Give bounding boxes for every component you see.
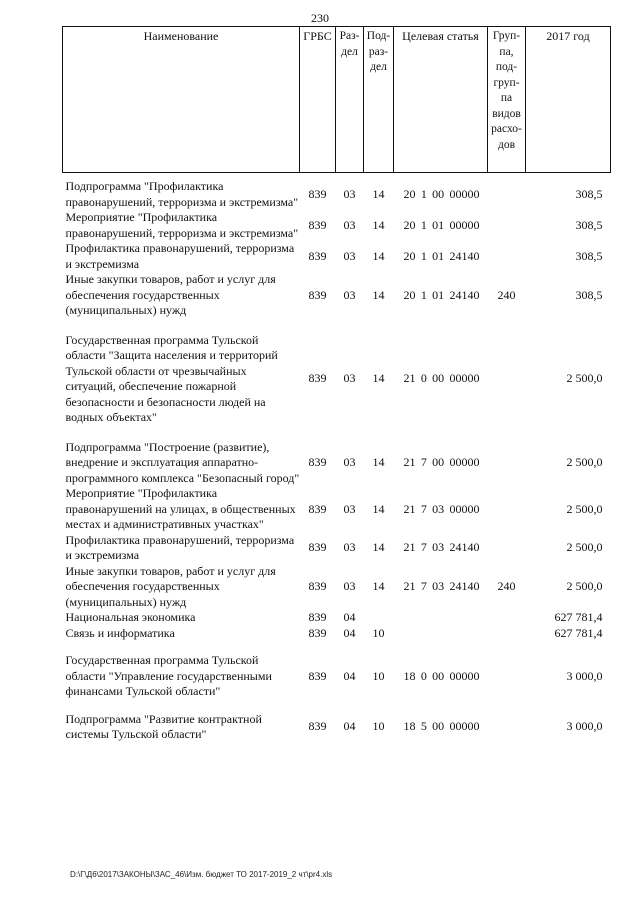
target-code-part: 00000 [449,719,480,734]
row-podrazdel: 14 [372,501,385,516]
target-code-parts [394,187,488,203]
row-podrazdel: 14 [372,287,385,302]
row-expense-group [488,486,526,533]
header-podrazdel [364,27,394,173]
target-code-part: 21 [403,501,416,516]
target-code-parts [394,455,488,471]
row-grbs: 839 [308,625,327,640]
row-spacer [63,641,611,653]
row-grbs: 839 [308,719,327,734]
row-expense-group [488,533,526,564]
target-code-part: 00 [432,719,445,734]
row-name: Иные закупки товаров, работ и услуг для обеспечения государственных (муниципальных) нужд [65,272,276,317]
row-name: Подпрограмма "Построение (развитие), внедрение и эксплуатация аппаратно-программного комплекса "Безопасный город" [65,439,300,485]
row-amount-2017: 2 500,0 [566,371,603,386]
row-expense-group [488,610,526,626]
table-row [63,564,611,611]
target-code-part: 01 [432,248,445,263]
row-amount-2017: 2 500,0 [566,579,603,593]
row-grbs: 839 [308,610,327,624]
row-target-code [394,712,488,743]
target-code-part: 01 [432,287,445,302]
row-grbs: 839 [308,540,327,555]
target-code-part: 00000 [449,371,480,386]
row-amount-2017: 308,5 [575,248,603,263]
row-target-code [394,486,488,533]
row-podrazdel: 14 [372,186,385,201]
row-expense-group [488,653,526,700]
target-code-part: 21 [403,455,416,469]
row-razdel: 03 [343,455,356,469]
table-row [63,610,611,626]
row-razdel: 03 [343,186,356,201]
target-code-parts [394,579,488,595]
row-podrazdel: 14 [372,540,385,555]
target-code-part: 1 [420,186,427,201]
header-name: Наименование [63,27,300,173]
target-code-part: 7 [420,540,427,555]
target-code-part: 00000 [449,217,480,232]
row-name: Связь и информатика [65,625,175,640]
row-target-code [394,179,488,210]
table-header-row [63,27,611,173]
row-podrazdel: 14 [372,248,385,263]
row-name: Государственная программа Тульской области "Управление государственными финансами Тульской области" [65,653,272,698]
row-expense-group [488,241,526,272]
row-razdel: 03 [343,248,356,263]
row-spacer [63,700,611,712]
target-code-parts [394,218,488,234]
row-grbs: 839 [308,186,327,201]
row-amount-2017: 3 000,0 [566,668,603,683]
row-name: Государственная программа Тульской области "Защита населения и территорий Тульской области от чрезвычайных ситуаций, обеспечение пожарной безопасности и безопасности людей на водных объектах" [65,332,278,424]
table-row [63,241,611,272]
table-row [63,712,611,743]
target-code-part: 00 [432,186,445,201]
row-name: Национальная экономика [65,610,196,624]
row-podrazdel: 14 [372,371,385,386]
table-row [63,440,611,487]
row-target-code [394,333,488,426]
table-row [63,272,611,319]
row-target-code [394,533,488,564]
target-code-part: 0 [420,371,427,386]
target-code-part: 00000 [449,455,480,469]
row-podrazdel: 14 [372,579,385,593]
target-code-part: 21 [403,540,416,555]
row-target-code [394,653,488,700]
row-razdel: 03 [343,579,356,593]
target-code-part: 00 [432,455,445,469]
row-spacer-cell [63,319,611,333]
target-code-part: 21 [403,579,416,593]
target-code-part: 1 [420,287,427,302]
row-podrazdel: 10 [372,668,385,683]
header-grbs: ГРБС [300,27,336,173]
header-group-text: Груп- па, под- груп- па видов расхо- дов [491,30,522,151]
target-code-part: 20 [403,186,416,201]
row-expense-group [488,333,526,426]
header-group [488,27,526,173]
row-podrazdel: 14 [372,455,385,469]
row-amount-2017: 308,5 [575,287,603,302]
row-grbs: 839 [308,217,327,232]
row-grbs: 839 [308,248,327,263]
row-expense-group [488,712,526,743]
row-razdel: 04 [343,719,356,734]
target-code-part: 24140 [449,579,480,593]
table-row [63,653,611,700]
table-body [63,173,611,743]
row-expense-group [488,626,526,642]
table-row [63,486,611,533]
row-expense-group [488,210,526,241]
row-amount-2017: 308,5 [575,186,603,201]
target-code-parts [394,371,488,387]
row-target-code [394,626,488,642]
row-spacer [63,426,611,440]
row-spacer-cell [63,426,611,440]
row-amount-2017: 2 500,0 [566,540,603,555]
row-amount-2017: 308,5 [575,217,603,232]
target-code-part: 1 [420,248,427,263]
header-year: 2017 год [526,27,611,173]
row-name: Иные закупки товаров, работ и услуг для обеспечения государственных (муниципальных) нужд [65,563,276,609]
header-target: Целевая статья [394,27,488,173]
row-amount-2017: 627 781,4 [554,610,603,624]
row-name: Подпрограмма "Развитие контрактной системы Тульской области" [65,711,262,741]
row-razdel: 03 [343,217,356,232]
target-code-part: 7 [420,501,427,516]
row-target-code [394,610,488,626]
target-code-part: 1 [420,217,427,232]
row-razdel: 04 [343,668,356,683]
table-row [63,179,611,210]
row-target-code [394,440,488,487]
row-grbs: 839 [308,287,327,302]
row-podrazdel: 10 [372,719,385,734]
row-expense-group [488,179,526,210]
target-code-parts [394,288,488,304]
row-grbs: 839 [308,455,327,469]
target-code-parts [394,540,488,556]
header-razdel [336,27,364,173]
row-razdel: 04 [343,610,356,624]
target-code-part: 20 [403,217,416,232]
target-code-parts [394,669,488,685]
row-name: Мероприятие "Профилактика правонарушений, терроризма и экстремизма" [65,210,299,240]
row-expense-group: 240 [497,579,516,593]
table-row [63,210,611,241]
row-grbs: 839 [308,501,327,516]
target-code-part: 0 [420,668,427,683]
row-podrazdel: 14 [372,217,385,232]
row-expense-group: 240 [497,287,516,302]
row-target-code [394,564,488,611]
target-code-part: 20 [403,248,416,263]
row-name: Мероприятие "Профилактика правонарушений на улицах, в общественных местах и административных участках" [65,486,296,531]
table-row [63,626,611,642]
row-amount-2017: 2 500,0 [566,501,603,516]
table-row [63,333,611,426]
row-razdel: 03 [343,501,356,516]
target-code-part: 7 [420,455,427,469]
target-code-part: 18 [403,719,416,734]
row-target-code [394,241,488,272]
row-razdel: 03 [343,371,356,386]
row-grbs: 839 [308,668,327,683]
header-podrazdel-text: Под- раз- дел [366,30,391,73]
target-code-part: 03 [432,540,445,555]
row-podrazdel [364,610,394,626]
row-spacer-cell [63,641,611,653]
file-path-footer: D:\Г\Д6\2017\ЗАКОНЫ\ЗАС_46\Изм. бюджет ТО 2017-2019_2 чт\pr4.xls [70,870,333,879]
budget-table [62,26,611,743]
target-code-part: 00000 [449,668,480,683]
row-amount-2017: 3 000,0 [566,719,603,734]
row-amount-2017: 627 781,4 [554,625,603,640]
target-code-part: 18 [403,668,416,683]
row-razdel: 03 [343,287,356,302]
row-grbs: 839 [308,371,327,386]
row-name: Профилактика правонарушений, терроризма и экстремизма [65,241,295,271]
target-code-part: 24140 [449,248,480,263]
target-code-part: 20 [403,287,416,302]
target-code-parts [394,502,488,518]
row-spacer [63,319,611,333]
target-code-part: 01 [432,217,445,232]
target-code-part: 00 [432,668,445,683]
page-number: 230 [311,11,329,25]
target-code-part: 03 [432,501,445,516]
row-razdel: 04 [343,625,356,640]
row-name: Профилактика правонарушений, терроризма и экстремизма [65,532,295,562]
target-code-part: 24140 [449,540,480,555]
target-code-part: 00 [432,371,445,386]
row-podrazdel: 10 [372,625,385,640]
target-code-part: 21 [403,371,416,386]
table-row [63,533,611,564]
target-code-part: 24140 [449,287,480,302]
target-code-part: 5 [420,719,427,734]
budget-table-sheet [62,26,610,743]
target-code-part: 00000 [449,501,480,516]
row-spacer-cell [63,700,611,712]
row-target-code [394,210,488,241]
header-razdel-text: Раз- дел [339,30,360,58]
row-razdel: 03 [343,540,356,555]
target-code-parts [394,719,488,735]
row-name: Подпрограмма "Профилактика правонарушений, терроризма и экстремизма" [65,179,299,209]
target-code-part: 00000 [449,186,480,201]
row-grbs: 839 [308,579,327,593]
row-amount-2017: 2 500,0 [566,455,603,469]
target-code-parts [394,249,488,265]
row-target-code [394,272,488,319]
target-code-part: 03 [432,579,445,593]
target-code-part: 7 [420,579,427,593]
row-expense-group [488,440,526,487]
